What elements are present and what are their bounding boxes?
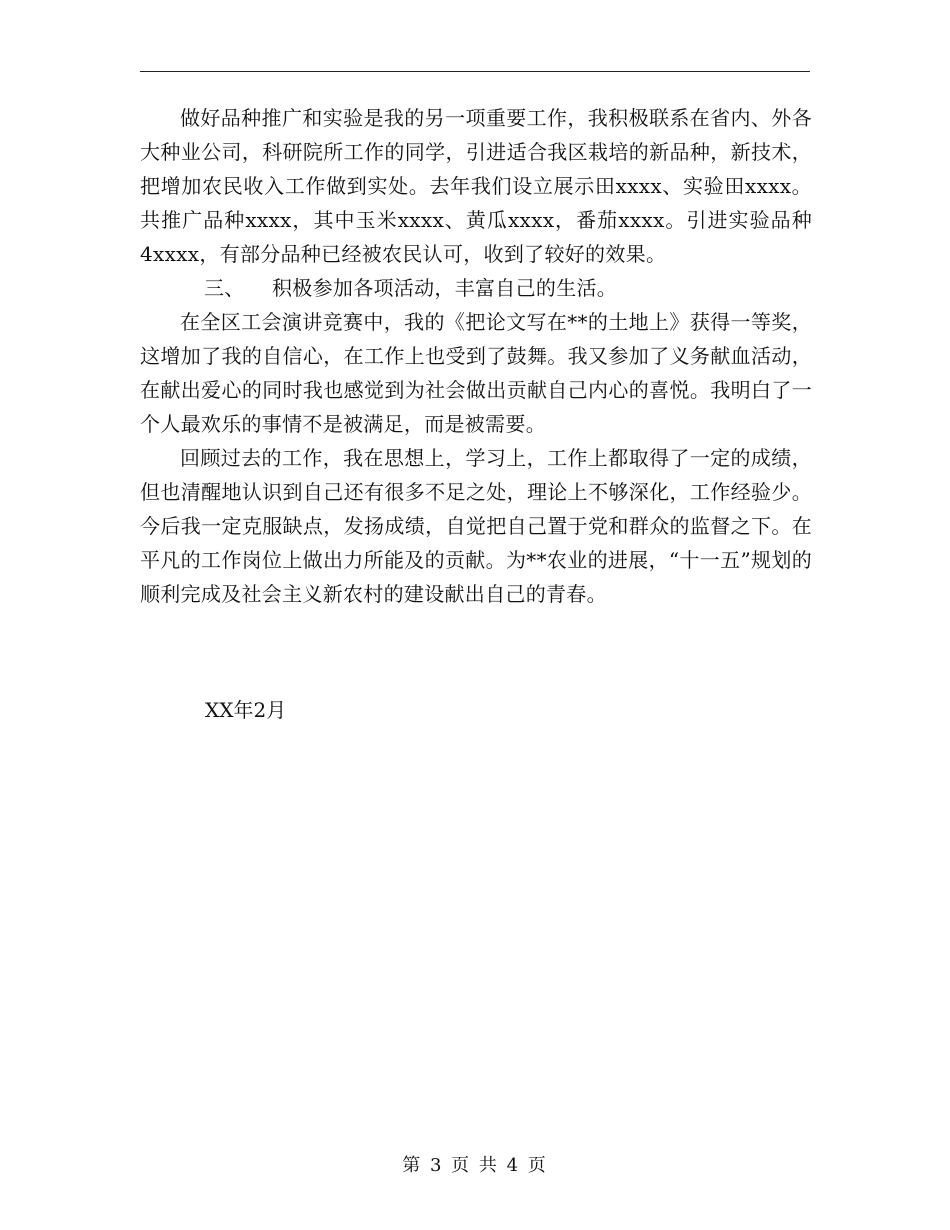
paragraph-activities: 在全区工会演讲竞赛中，我的《把论文写在**的土地上》获得一等奖，这增加了我的自信心，在工作上也受到了鼓舞。我又参加了义务献血活动，在献出爱心的同时我也感觉到为社会做出贡献自己内心的喜悦。我明白了一个人最欢乐的事情不是被满足，而是被需要。 <box>140 310 812 436</box>
section-title: 积极参加各项活动，丰富自己的生活。 <box>272 276 618 300</box>
header-rule <box>140 71 810 72</box>
paragraph-variety-promotion: 做好品种推广和实验是我的另一项重要工作，我积极联系在省内、外各大种业公司，科研院所工作的同学，引进适合我区栽培的新品种，新技术，把增加农民收入工作做到实处。去年我们设立展示田xxxx、实验田xxxx。共推广品种xxxx，其中玉米xxxx、黄瓜xxxx，番茄xxxx。引进实验品种4xxxx，有部分品种已经被农民认可，收到了较好的效果。 <box>140 106 812 266</box>
section-heading <box>140 271 812 305</box>
section-number: 三、 <box>204 276 245 300</box>
paragraph-review: 回顾过去的工作，我在思想上，学习上，工作上都取得了一定的成绩，但也清醒地认识到自己还有很多不足之处，理论上不够深化，工作经验少。今后我一定克服缺点，发扬成绩，自觉把自己置于党和群众的监督之下。在平凡的工作岗位上做出力所能及的贡献。为**农业的进展，“十一五”规划的顺利完成及社会主义新农村的建设献出自己的青春。 <box>140 446 812 606</box>
page-number-footer: 第 3 页 共 4 页 <box>402 1155 548 1176</box>
document-body <box>140 101 812 611</box>
document-date: XX年2月 <box>205 698 287 722</box>
